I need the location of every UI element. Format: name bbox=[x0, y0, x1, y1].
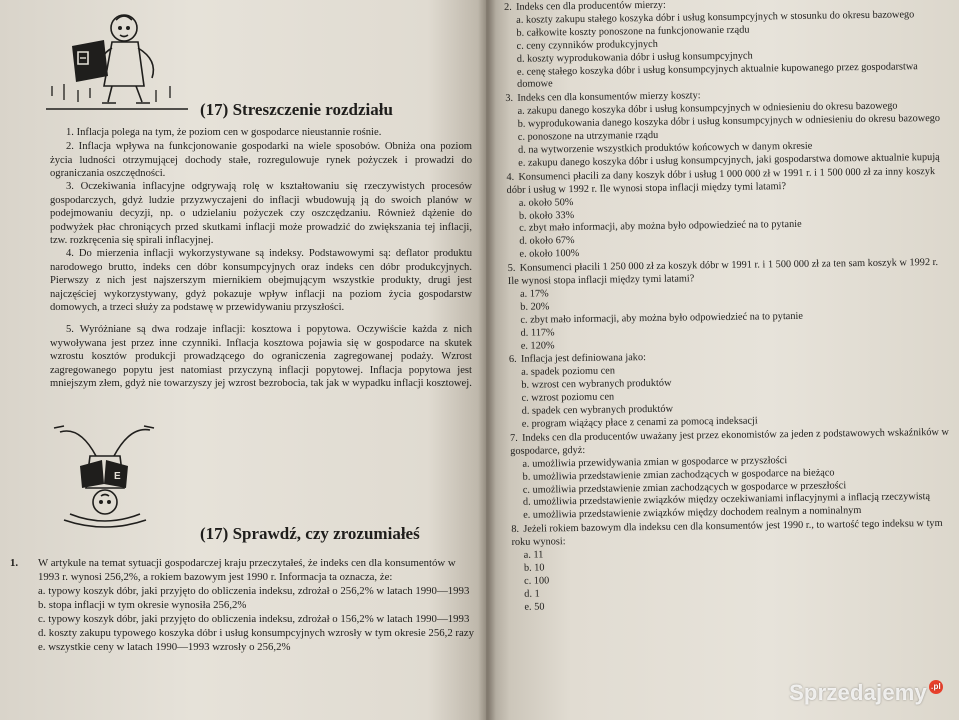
answer-option: a. zakupu danego koszyka dóbr i usług konsumpcyjnych w odniesieniu do okresu bazowego bbox=[517, 100, 898, 118]
answer-option: e. cenę stałego koszyka dóbr i usług konsumpcyjnych aktualnie kupowanego przez gospodarstwa domowe bbox=[516, 60, 918, 91]
answer-option: b. 10 bbox=[523, 562, 545, 574]
answer-option: a. 17% bbox=[520, 288, 549, 300]
answer-option: b. całkowite koszty ponoszone na funkcjonowanie rządu bbox=[516, 24, 750, 39]
question-number: 6. bbox=[508, 354, 517, 366]
question-text: Inflacja jest definiowana jako: bbox=[520, 352, 647, 366]
answer-option: c. ceny czynników produkcyjnych bbox=[516, 38, 658, 52]
answer-option: d. umożliwia przedstawienie związków między oczekiwaniami inflacyjnymi a inflacją rzeczywistą bbox=[522, 491, 931, 509]
answer-option: d. około 67% bbox=[519, 235, 575, 248]
check-heading: (17) Sprawdź, czy zrozumiałeś bbox=[200, 524, 420, 543]
answer-option: b. około 33% bbox=[518, 209, 575, 222]
answer-option: d. koszty wyprodukowania dóbr i usług konsumpcyjnych bbox=[516, 50, 753, 65]
question-1 bbox=[10, 556, 480, 654]
answer-option: b. umożliwia przedstawienie zmian zachodzących w gospodarce na bieżąco bbox=[522, 467, 835, 483]
answer-option: d. 1 bbox=[524, 588, 540, 600]
answer-option: d. na wytworzenie wszystkich produktów końcowych w danym okresie bbox=[517, 140, 813, 156]
question-number: 8. bbox=[511, 524, 520, 536]
question-4 bbox=[506, 166, 949, 263]
answer-option: a. spadek poziomu cen bbox=[521, 365, 616, 379]
summary-paragraph: 2. Inflacja wpływa na funkcjonowanie gospodarki na wiele sposobów. Obniża ona poziom życia ludności otrzymującej dochody stałe, rozregulowuje rynek pożyczek i prowadzi do ograniczania oszczędności. bbox=[50, 141, 472, 180]
answer-option: e. wszystkie ceny w latach 1990—1993 wzrosły o 256,2% bbox=[38, 641, 291, 653]
answer-option: c. zbyt mało informacji, aby można było odpowiedzieć na to pytanie bbox=[519, 219, 802, 235]
question-number: 7. bbox=[510, 432, 518, 444]
summary-heading: (17) Streszczenie rozdziału bbox=[200, 100, 393, 119]
answer-option: e. zakupu danego koszyka dóbr i usług konsumpcyjnych, jaki gospodarstwa domowe aktualnie kupują bbox=[518, 151, 940, 169]
answer-option: c. wzrost poziomu cen bbox=[521, 391, 615, 404]
question-7 bbox=[510, 427, 953, 524]
answer-option: a. koszty zakupu stałego koszyka dóbr i usług konsumpcyjnych w stosunku do okresu bazowego bbox=[516, 9, 915, 26]
book-label: E bbox=[114, 471, 121, 482]
answer-option: e. umożliwia przedstawienie związków między dochodem realnym a nominalnym bbox=[523, 505, 862, 522]
answer-option: c. typowy koszyk dóbr, jaki przyjęto do obliczenia indeksu, zdrożał o 156,2% w latach 1990—1993 bbox=[38, 613, 470, 625]
question-number: 3. bbox=[505, 93, 514, 105]
answer-option: b. wyprodukowania danego koszyka dóbr i usług konsumpcyjnych w odniesieniu do okresu bazowego bbox=[517, 113, 941, 130]
reader-illustration bbox=[42, 6, 192, 110]
question-5 bbox=[508, 257, 951, 354]
question-text: Jeżeli rokiem bazowym dla indeksu cen dla konsumentów jest 1990 r., to wartość tego indeksu w tym roku wynosi: bbox=[511, 518, 943, 549]
answer-option: b. 20% bbox=[520, 301, 550, 313]
question-text: Indeks cen dla producentów mierzy: bbox=[515, 0, 666, 13]
question-text: Konsumenci płacili za dany koszyk dóbr i usług 1 000 000 zł w 1991 r. i 1 500 000 zł za inny koszyk dóbr i usług w 1992 r. Ile wynosi stopa inflacji między tymi latami? bbox=[506, 165, 936, 196]
answer-option: c. 100 bbox=[524, 575, 550, 587]
question-2 bbox=[504, 0, 947, 92]
answer-option: a. typowy koszyk dóbr, jaki przyjęto do obliczenia indeksu, zdrożał o 256,2% w latach 1990—1993 bbox=[38, 585, 470, 597]
question-number: 2. bbox=[504, 1, 512, 13]
answer-option: a. około 50% bbox=[518, 196, 574, 209]
answer-option: d. 117% bbox=[520, 326, 555, 339]
answer-option: e. program wiążący płace z cenami za pomocą indeksacji bbox=[521, 415, 758, 430]
answer-option: d. koszty zakupu typowego koszyka dóbr i usług konsumpcyjnych wzrosły w tym okresie 256,2 razy bbox=[38, 627, 474, 639]
summary-paragraph: 3. Oczekiwania inflacyjne odgrywają rolę w kształtowaniu się rzeczywistych procesów gospodarczych, gdyż ludzie przyzwyczajeni do inflacji wbudowują ją do swoich planów w podejmowaniu decyzji, np. o udzielaniu pożyczek czy oszczędzaniu. Również dążenie do podwyżek płac chroniących przed skutkami inflacji może prowadzić do zwiększania tej inflacji, tzw. rozkręcenia się spirali inflacyjnej. bbox=[50, 181, 472, 247]
watermark-tld: .pl bbox=[929, 680, 943, 694]
watermark-logo bbox=[789, 680, 943, 706]
answer-option: e. około 100% bbox=[519, 248, 580, 261]
answer-option: e. 50 bbox=[524, 601, 545, 613]
question-3 bbox=[505, 87, 948, 171]
upside-down-reader-illustration bbox=[40, 422, 170, 530]
answer-option: a. 11 bbox=[523, 549, 544, 561]
question-number: 1. bbox=[10, 557, 19, 569]
summary-paragraph: 1. Inflacja polega na tym, że poziom cen w gospodarce nieustannie rośnie. bbox=[66, 127, 382, 138]
question-text: Indeks cen dla producentów uważany jest przez ekonomistów za jeden z podstawowych wskaźników w gospodarce, gdyż: bbox=[510, 426, 950, 457]
answer-option: d. spadek cen wybranych produktów bbox=[521, 403, 674, 417]
book-gutter bbox=[478, 0, 496, 720]
summary-paragraph: 4. Do mierzenia inflacji wykorzystywane są indeksy. Podstawowymi są: deflator produktu narodowego brutto, indeks cen dóbr konsumpcyjnych oraz indeks cen dóbr produkcyjnych. Pierwszy z nich jest najszerszym miernikiem obejmującym wszystkie produkty, drugi jest najczęściej wykorzystywany, gdyż pokazuje wpływ inflacji na poziom życia gospodarstw domowych, a trzeci służy za podstawę w przewidywaniu przyszłości. bbox=[50, 248, 472, 314]
question-text: W artykule na temat sytuacji gospodarczej kraju przeczytałeś, że indeks cen dla konsumentów w 1993 r. wynosi 256,2%, a rokiem bazowym jest 1990 r. Informacja ta oznacza, że: bbox=[38, 557, 456, 583]
answer-option: b. stopa inflacji w tym okresie wynosiła 256,2% bbox=[38, 599, 247, 611]
answer-option: e. 120% bbox=[520, 339, 555, 352]
question-text: Konsumenci płacili 1 250 000 zł za koszyk dóbr w 1991 r. i 1 500 000 zł za ten sam koszyk w 1992 r. Ile wynosi stopa inflacji między tymi latami? bbox=[507, 257, 939, 288]
watermark-text: Sprzedajemy bbox=[789, 680, 927, 705]
question-8 bbox=[511, 518, 954, 615]
question-number: 4. bbox=[506, 171, 515, 183]
question-text: Indeks cen dla konsumentów mierzy koszty: bbox=[517, 90, 701, 105]
question-6 bbox=[509, 348, 952, 432]
questions-column bbox=[504, 0, 955, 616]
question-number: 5. bbox=[507, 262, 516, 275]
summary-paragraph: 5. Wyróżniane są dwa rodzaje inflacji: kosztowa i popytowa. Oczywiście każda z nich wywoływana jest przez inne czynniki. Inflacja kosztowa pojawia się w gospodarce na skutek wzrostu kosztów produkcji prowadzącego do ograniczenia zagregowanej podaży. Wzrost zagregowanego popytu jest natomiast przyczyną inflacji popytowej. Inflacja popytowa jest mniejszym złem, gdyż nie towarzyszy jej wzrost bezrobocia, tak jak w wypadku inflacji kosztowej. bbox=[50, 324, 472, 390]
answer-option: c. zbyt mało informacji, aby można było odpowiedzieć na to pytanie bbox=[520, 310, 804, 326]
answer-option: c. umożliwia przedstawienie zmian zachodzących w gospodarce w przeszłości bbox=[522, 479, 847, 496]
answer-option: b. wzrost cen wybranych produktów bbox=[521, 377, 672, 392]
answer-option: a. umożliwia przewidywania zmian w gospodarce w przyszłości bbox=[522, 454, 788, 470]
answer-option: c. ponoszone na utrzymanie rządu bbox=[517, 129, 659, 143]
